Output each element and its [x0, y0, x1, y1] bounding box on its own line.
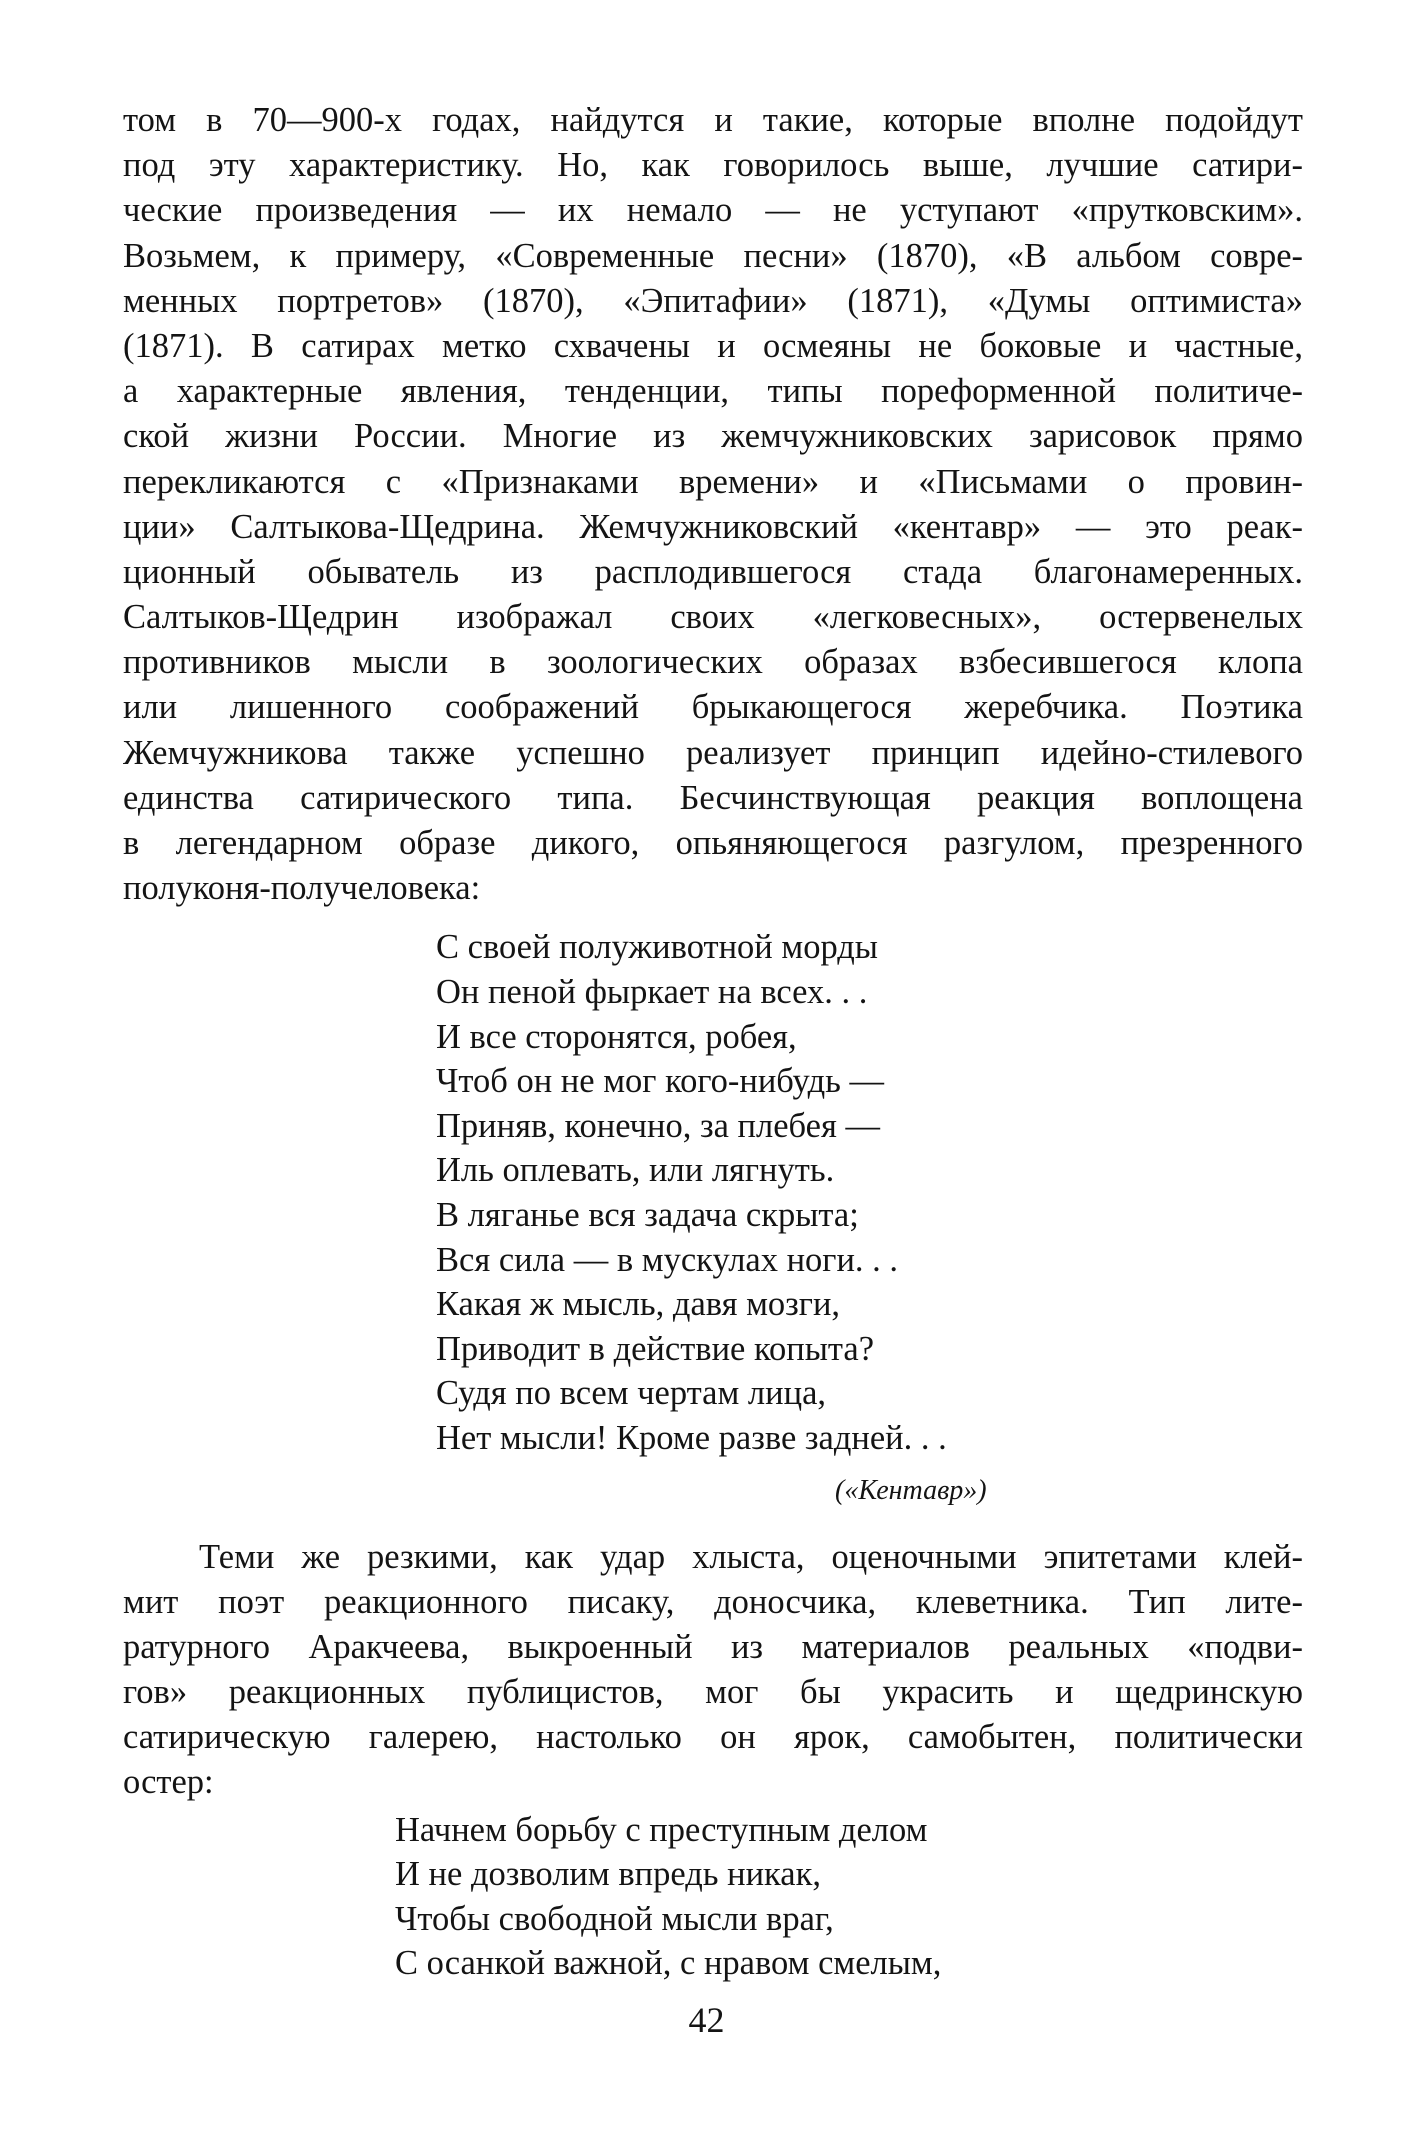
text-line: Жемчужникова также успешно реализует принцип идейно-стилевого — [123, 733, 1303, 772]
verse-line: В ляганье вся задача скрыта; — [436, 1195, 859, 1234]
text-line: ской жизни России. Многие из жемчужниковских зарисовок прямо — [123, 417, 1303, 456]
text-line: а характерные явления, тенденции, типы пореформенной политиче- — [123, 372, 1303, 411]
verse-line: Какая ж мысль, давя мозги, — [436, 1285, 841, 1324]
verse-line: С своей полуживотной морды — [436, 928, 878, 967]
page-number: 42 — [688, 2000, 725, 2040]
text-line: ционный обыватель из расплодившегося стада благонамеренных. — [123, 552, 1303, 591]
text-line: ческие произведения — их немало — не уступают «прутковским». — [123, 191, 1303, 230]
text-line: том в 70—900-х годах, найдутся и такие, которые вполне подойдут — [123, 101, 1303, 139]
verse-line: С осанкой важной, с нравом смелым, — [395, 1944, 942, 1983]
text-line: перекликаются с «Признаками времени» и «Письмами о провин- — [123, 462, 1303, 501]
text-line: менных портретов» (1870), «Эпитафии» (1871), «Думы оптимиста» — [123, 281, 1303, 320]
paragraph-1 — [123, 98, 1303, 911]
text-line: мит поэт реакционного писаку, доносчика, клеветника. Тип лите- — [123, 1582, 1303, 1621]
text-line: Теми же резкими, как удар хлыста, оценочными эпитетами клей- — [199, 1537, 1303, 1576]
text-line: полуконя-получеловека: — [123, 869, 481, 908]
verse-line: Чтобы свободной мысли враг, — [395, 1899, 834, 1938]
verse-line: Нет мысли! Кроме разве задней. . . — [436, 1418, 947, 1457]
text-line: Возьмем, к примеру, «Современные песни» (1870), «В альбом совре- — [123, 236, 1303, 275]
verse-arakcheev — [395, 1808, 1303, 1986]
verse-line: Иль оплевать, или лягнуть. — [436, 1151, 835, 1190]
verse-line: Приняв, конечно, за плебея — — [436, 1106, 880, 1145]
verse-line: И не дозволим впредь никак, — [395, 1855, 821, 1894]
text-line: противников мысли в зоологических образах взбесившегося клопа — [123, 643, 1303, 682]
text-line: или лишенного соображений брыкающегося жеребчика. Поэтика — [123, 688, 1303, 727]
text-line: гов» реакционных публицистов, мог бы украсить и щедринскую — [123, 1673, 1303, 1712]
verse-line: Вся сила — в мускулах ноги. . . — [436, 1240, 899, 1279]
verse-line: Он пеной фыркает на всех. . . — [436, 972, 868, 1011]
verse-line: Чтоб он не мог кого-нибудь — — [436, 1062, 885, 1101]
verse-attribution: («Кентавр») — [835, 1474, 987, 1506]
text-line: Салтыков-Щедрин изображал своих «легковесных», остервенелых — [123, 598, 1303, 637]
text-line: сатирическую галерею, настолько он ярок, самобытен, политически — [123, 1718, 1303, 1757]
verse-line: Судя по всем чертам лица, — [436, 1374, 827, 1413]
text-line: единства сатирического типа. Бесчинствующая реакция воплощена — [123, 778, 1303, 817]
text-line: ции» Салтыкова-Щедрина. Жемчужниковский «кентавр» — это реак- — [123, 507, 1303, 546]
text-line: (1871). В сатирах метко схвачены и осмеяны не боковые и частные, — [123, 326, 1303, 365]
paragraph-2 — [123, 1535, 1303, 1806]
text-line: под эту характеристику. Но, как говорилось выше, лучшие сатири- — [123, 146, 1303, 185]
verse-line: И все сторонятся, робея, — [436, 1017, 797, 1056]
verse-kentavr — [436, 925, 1303, 1460]
book-page — [123, 98, 1303, 1986]
text-line: в легендарном образе дикого, опьяняющегося разгулом, презренного — [123, 824, 1303, 862]
text-line: ратурного Аракчеева, выкроенный из материалов реальных «подви- — [123, 1627, 1303, 1666]
text-line: остер: — [123, 1763, 214, 1802]
verse-line: Начнем борьбу с преступным делом — [395, 1810, 928, 1849]
verse-line: Приводит в действие копыта? — [436, 1329, 875, 1368]
